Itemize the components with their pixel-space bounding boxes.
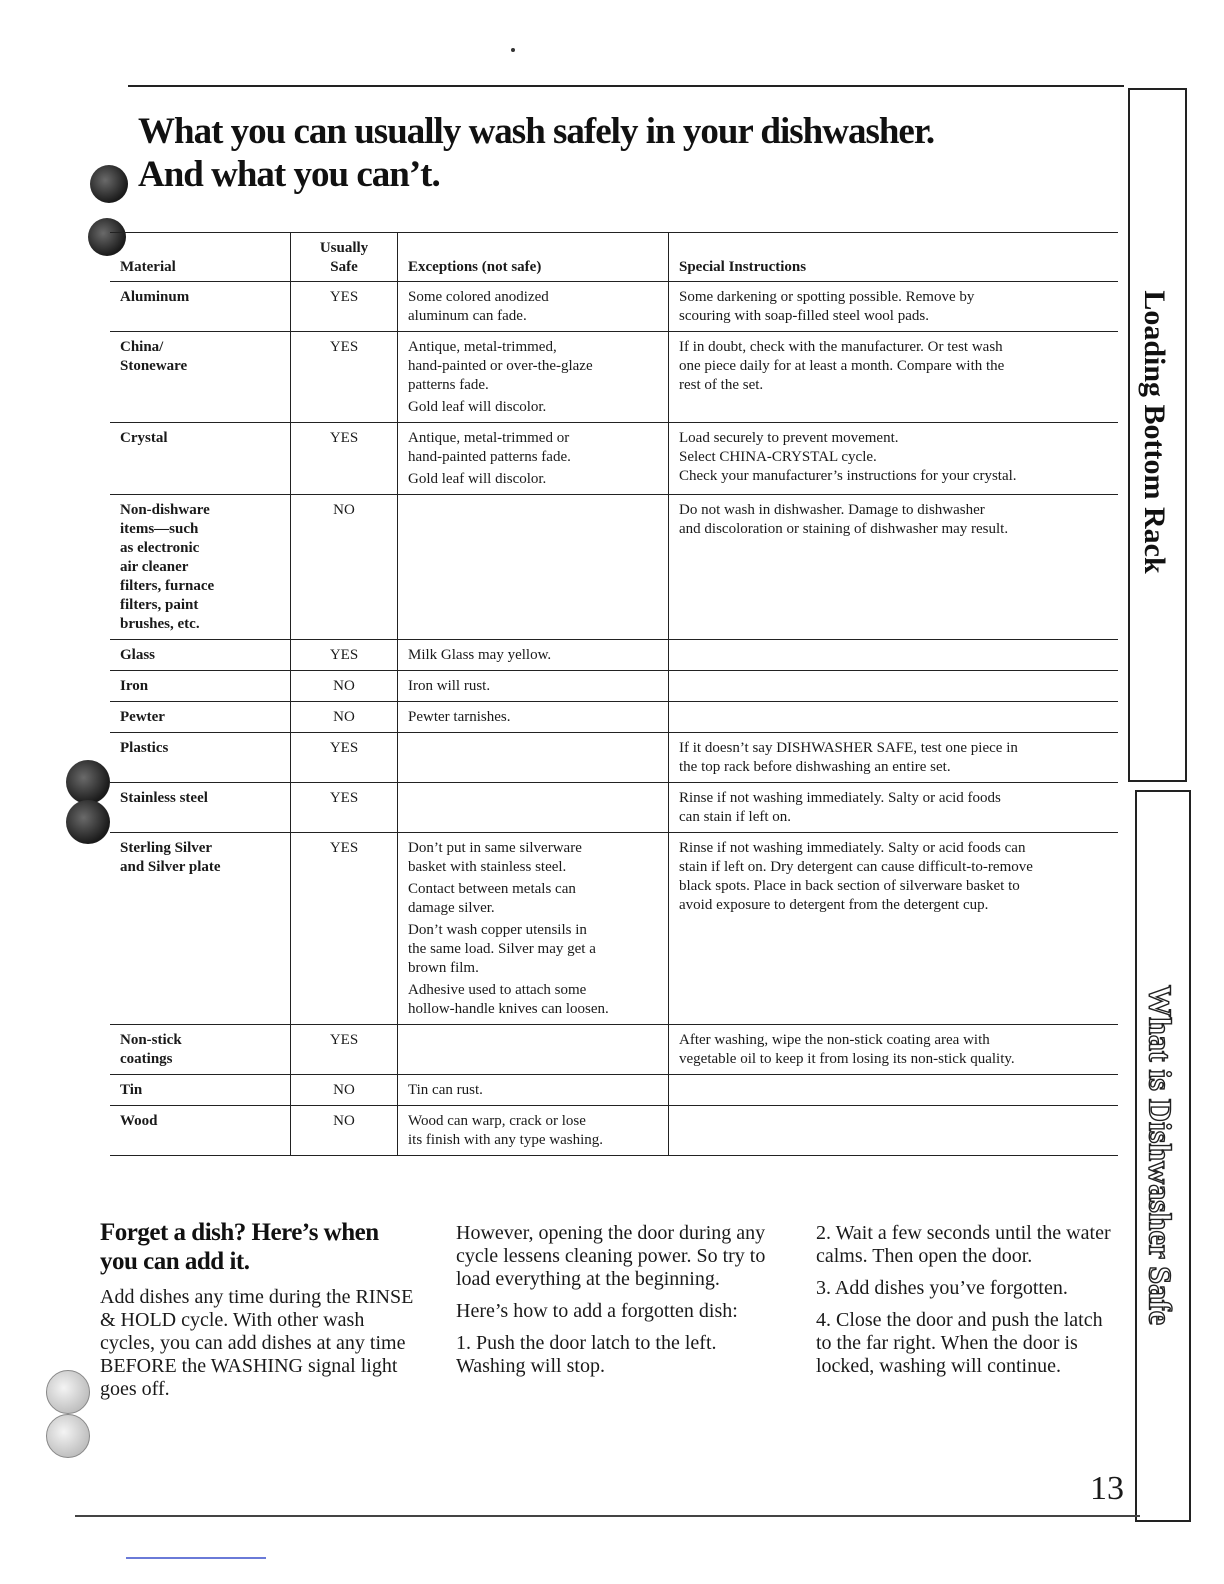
table-row: [110, 733, 1118, 783]
material-cell: Stainless steel: [110, 783, 291, 833]
special-instructions-cell: [669, 702, 1119, 733]
table-row: [110, 282, 1118, 332]
table-row: [110, 671, 1118, 702]
side-tab-label-bottom: What is Dishwasher Safe: [1142, 985, 1179, 1325]
material-cell: Crystal: [110, 423, 291, 495]
special-instructions-cell: After washing, wipe the non-stick coating area with vegetable oil to keep it from losing its non-stick quality.: [669, 1025, 1119, 1075]
material-cell: Sterling Silver and Silver plate: [110, 833, 291, 1025]
table-row: [110, 1075, 1118, 1106]
forget-step-3: 3. Add dishes you’ve forgotten.: [816, 1277, 1068, 1299]
title-line-1: What you can usually wash safely in your dishwasher.: [138, 111, 935, 152]
exceptions-cell: [398, 495, 669, 640]
special-instructions-cell: Do not wash in dishwasher. Damage to dishwasher and discoloration or staining of dishwasher may result.: [669, 495, 1119, 640]
exceptions-cell: [398, 783, 669, 833]
material-cell: Iron: [110, 671, 291, 702]
material-cell: China/ Stoneware: [110, 332, 291, 423]
binder-hole-icon: [90, 165, 128, 203]
special-instructions-cell: Load securely to prevent movement. Select CHINA-CRYSTAL cycle. Check your manufacturer’s instructions for your crystal.: [669, 423, 1119, 495]
usually-safe-cell: YES: [291, 1025, 398, 1075]
material-cell: Tin: [110, 1075, 291, 1106]
top-rule: [128, 85, 1124, 87]
forget-step-4: 4. Close the door and push the latch to the far right. When the door is locked, washing will continue.: [816, 1309, 1103, 1377]
header-material: Material: [110, 233, 291, 282]
exceptions-cell: Antique, metal-trimmed or hand-painted patterns fade. Gold leaf will discolor.: [398, 423, 669, 495]
table-header-row: [110, 233, 1118, 282]
special-instructions-cell: [669, 671, 1119, 702]
dishwasher-safety-table: [110, 232, 1118, 1156]
material-cell: Aluminum: [110, 282, 291, 332]
usually-safe-cell: NO: [291, 671, 398, 702]
title-line-2: And what you can’t.: [138, 154, 440, 195]
material-cell: Non-stick coatings: [110, 1025, 291, 1075]
table-row: [110, 783, 1118, 833]
special-instructions-cell: If it doesn’t say DISHWASHER SAFE, test one piece in the top rack before dishwashing an entire set.: [669, 733, 1119, 783]
table-row: [110, 1025, 1118, 1075]
forget-paragraph-1: Add dishes any time during the RINSE & HOLD cycle. With other wash cycles, you can add dishes at any time BEFORE the WASHING signal light goes off.: [100, 1286, 414, 1400]
table-row: [110, 423, 1118, 495]
material-cell: Non-dishware items—such as electronic air cleaner filters, furnace filters, paint brushes, etc.: [110, 495, 291, 640]
usually-safe-cell: YES: [291, 640, 398, 671]
forget-column-1: [100, 1218, 420, 1410]
table-row: [110, 1106, 1118, 1156]
header-exceptions: Exceptions (not safe): [398, 233, 669, 282]
binder-hole-icon: [46, 1414, 90, 1458]
special-instructions-cell: Some darkening or spotting possible. Remove by scouring with soap-filled steel wool pads.: [669, 282, 1119, 332]
exceptions-cell: Milk Glass may yellow.: [398, 640, 669, 671]
page-title: [138, 110, 1098, 196]
special-instructions-cell: [669, 640, 1119, 671]
exceptions-cell: [398, 733, 669, 783]
binder-hole-icon: [66, 800, 110, 844]
forget-step-2: 2. Wait a few seconds until the water calms. Then open the door.: [816, 1222, 1111, 1267]
exceptions-cell: Tin can rust.: [398, 1075, 669, 1106]
forget-paragraph-2: However, opening the door during any cycle lessens cleaning power. So try to load everything at the beginning.: [456, 1222, 766, 1290]
side-tab-label-top: Loading Bottom Rack: [1138, 290, 1171, 574]
table-row: [110, 332, 1118, 423]
forget-paragraph-3: Here’s how to add a forgotten dish:: [456, 1300, 738, 1322]
exceptions-cell: [398, 1025, 669, 1075]
forget-step-1: 1. Push the door latch to the left. Washing will stop.: [456, 1332, 717, 1377]
special-instructions-cell: [669, 1106, 1119, 1156]
usually-safe-cell: NO: [291, 1075, 398, 1106]
usually-safe-cell: NO: [291, 495, 398, 640]
usually-safe-cell: NO: [291, 1106, 398, 1156]
table-row: [110, 702, 1118, 733]
special-instructions-cell: Rinse if not washing immediately. Salty or acid foods can stain if left on. Dry detergent can cause difficult-to-remove black spots. Place in back section of silverware basket to avoid exposure to detergent from the detergent cup.: [669, 833, 1119, 1025]
exceptions-cell: Antique, metal-trimmed, hand-painted or over-the-glaze patterns fade. Gold leaf will discolor.: [398, 332, 669, 423]
usually-safe-cell: YES: [291, 282, 398, 332]
exceptions-cell: Pewter tarnishes.: [398, 702, 669, 733]
usually-safe-cell: YES: [291, 833, 398, 1025]
exceptions-cell: Some colored anodized aluminum can fade.: [398, 282, 669, 332]
usually-safe-cell: YES: [291, 783, 398, 833]
forget-column-2: [456, 1222, 768, 1387]
footer-mark: [126, 1557, 266, 1559]
usually-safe-cell: NO: [291, 702, 398, 733]
forget-column-3: [816, 1222, 1116, 1387]
table-body: [110, 282, 1118, 1156]
usually-safe-cell: YES: [291, 423, 398, 495]
forget-heading: Forget a dish? Here’s when you can add it.: [100, 1219, 379, 1275]
material-cell: Pewter: [110, 702, 291, 733]
table-row: [110, 640, 1118, 671]
material-cell: Wood: [110, 1106, 291, 1156]
material-cell: Glass: [110, 640, 291, 671]
material-cell: Plastics: [110, 733, 291, 783]
header-usually-safe: Usually Safe: [291, 233, 398, 282]
bottom-rule: [75, 1515, 1140, 1517]
usually-safe-cell: YES: [291, 733, 398, 783]
binder-hole-icon: [66, 760, 110, 804]
special-instructions-cell: Rinse if not washing immediately. Salty or acid foods can stain if left on.: [669, 783, 1119, 833]
special-instructions-cell: [669, 1075, 1119, 1106]
special-instructions-cell: If in doubt, check with the manufacturer. Or test wash one piece daily for at least a month. Compare with the rest of the set.: [669, 332, 1119, 423]
usually-safe-cell: YES: [291, 332, 398, 423]
binder-hole-icon: [46, 1370, 90, 1414]
table-row: [110, 495, 1118, 640]
header-special-instructions: Special Instructions: [669, 233, 1119, 282]
table-row: [110, 833, 1118, 1025]
speck: [511, 48, 515, 52]
page-number: 13: [1090, 1470, 1124, 1507]
exceptions-cell: Iron will rust.: [398, 671, 669, 702]
exceptions-cell: Wood can warp, crack or lose its finish with any type washing.: [398, 1106, 669, 1156]
exceptions-cell: Don’t put in same silverware basket with stainless steel. Contact between metals can damage silver. Don’t wash copper utensils in the same load. Silver may get a brown film. Adhesive used to attach some hollow-handle knives can loosen.: [398, 833, 669, 1025]
